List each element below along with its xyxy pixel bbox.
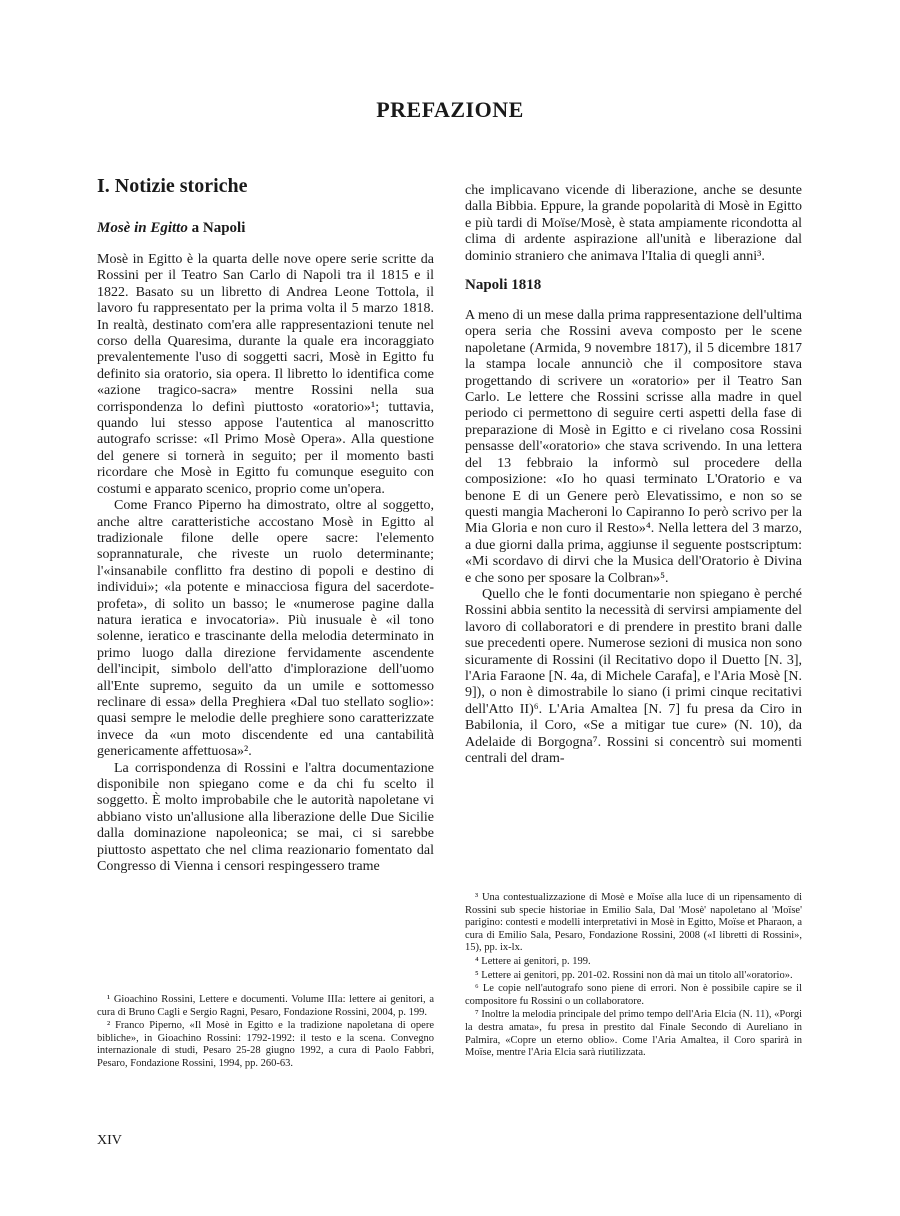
footnote: ⁶ Le copie nell'autografo sono piene di errori. Non è possibile capire se il compositore fu Rossini o un collaboratore. (465, 983, 802, 1007)
body-paragraph-continuation: che implicavano vicende di liberazione, anche se desunte dalla Bibbia. Eppure, la grande popolarità di Mosè in Egitto e più tardi di Moïse/Mosè, è stata ampiamente ricondotta al clima di ardente aspirazione all'unità e liberazione dal dominio straniero che animava l'Italia di quegli anni³. (465, 183, 802, 264)
subheading-rest-part: a Napoli (187, 220, 246, 236)
subheading-napoli-1818: Napoli 1818 (465, 277, 542, 294)
footnote: ¹ Gioachino Rossini, Lettere e documenti. Volume IIIa: lettere ai genitori, a cura di Bruno Cagli e Sergio Ragni, Pesaro, Fondazione Rossini, 2004, p. 199. (97, 994, 434, 1018)
footnote: ⁷ Inoltre la melodia principale del primo tempo dell'Aria Elcia (N. 11), «Porgi la destra amata», fu presa in prestito dal Finale Secondo di Aureliano in Palmira, «Copre un eterno oblio». Come l'Aria Amaltea, il Coro sparirà in Moïse, mentre l'Aria Elcia sarà riutilizzata. (465, 1009, 802, 1059)
body-paragraph: La corrispondenza di Rossini e l'altra documentazione disponibile non spiegano come e da chi fu scelto il soggetto. È molto improbabile che le autorità napoletane vi abbiano visto un'allusione alla liberazione delle Due Sicilie dalla dominazione napoleonica; se mai, ci si sarebbe piuttosto aspettato che nel clima reazionario fomentato dal Congresso di Vienna i censori respingessero trame (97, 760, 434, 875)
body-paragraph: Mosè in Egitto è la quarta delle nove opere serie scritte da Rossini per il Teatro San Carlo di Napoli tra il 1815 e il 1822. Basato su un libretto di Andrea Leone Tottola, il lavoro fu rappresentato per la prima volta il 5 marzo 1818. In realtà, destinato com'era alle rappresentazioni tenute nel corso della Quaresima, durante la quale era incoraggiato prevalentemente l'uso di soggetti sacri, Mosè in Egitto fu definito sia oratorio, sia opera. Il libretto lo identifica come «azione tragico-sacra» mentre Rossini nella sua corrispondenza lo definì piuttosto «oratorio»¹; tuttavia, quando lui stesso appose l'autentica al manoscritto autografo scrisse: «Il Primo Mosè Opera». Alla questione del genere si tornerà in seguito; per il momento basti ricordare che Mosè in Egitto fu comunque eseguito con costumi e apparato scenico, proprio come un'opera. (97, 252, 434, 497)
body-paragraph: Quello che le fonti documentarie non spiegano è perché Rossini abbia sentito la necessità di servirsi ampiamente del lavoro di collaboratori e di prendere in prestito brani dalle sue precedenti opere. Numerose sezioni di musica non sono sicuramente di Rossini (il Recitativo dopo il Duetto [N. 3], l'Aria Faraone [N. 4a, di Michele Carafa], e l'Aria Mosè [N. 9]), o non è dimostrabile lo siano (i primi cinque recitativi dell'Atto II)⁶. L'Aria Amaltea [N. 7] fu presa da Ciro in Babilonia, il Coro, «Se a mitigar tue cure» (N. 10), da Adelaide di Borgogna⁷. Rossini si concentrò sui momenti centrali del dram- (465, 586, 802, 766)
section-heading: I. Notizie storiche (97, 175, 248, 197)
footnote: ² Franco Piperno, «Il Mosè in Egitto e la tradizione napoletana di opere bibliche», in Gioachino Rossini: 1792-1992: il testo e la scena. Convegno internazionale di studi, Pesaro 25-28 giugno 1992, a cura di Paolo Fabbri, Pesaro, Fondazione Rossini, 1994, pp. 260-63. (97, 1020, 434, 1069)
footnote: ⁵ Lettere ai genitori, pp. 201-02. Rossini non dà mai un titolo all'«oratorio». (475, 969, 793, 981)
right-column (465, 183, 802, 767)
footnote: ⁴ Lettere ai genitori, p. 199. (475, 955, 591, 967)
footnotes-right (465, 892, 802, 1061)
subheading-italic-part: Mosè in Egitto (97, 220, 188, 236)
footnotes-left (97, 994, 434, 1072)
page-title: PREFAZIONE (376, 97, 524, 122)
left-column (97, 175, 434, 875)
body-paragraph: A meno di un mese dalla prima rappresentazione dell'ultima opera seria che Rossini aveva composto per le scene napoletane (Armida, 9 novembre 1817), il 5 dicembre 1817 la stampa locale annunciò che il compositore stava progettando di scrivere un «oratorio» per il Teatro San Carlo. Le lettere che Rossini scrisse alla madre in quel periodo ci permettono di seguire certi aspetti della fase di preparazione di Mosè in Egitto e ci rivelano cosa Rossini pensasse dell'«oratorio» che stava scrivendo. In una lettera del 13 febbraio la informò sul procedere della composizione: «Io ho quasi terminato L'Oratorio e va benone E di un Genere però Elevatissimo, e non so se questi mangia Macheroni lo Capiranno Io però scrivo per la Mia Gloria e non curo il Resto»⁴. Nella lettera del 3 marzo, a due giorni dalla prima, aggiunse il seguente postscriptum: «Mi scordavo di dirvi che la Musica dell'Oratorio è Divina e che sono per sposare la Colbran»⁵. (465, 308, 802, 586)
footnote: ³ Una contestualizzazione di Mosè e Moïse alla luce di un ripensamento di Rossini sub specie historiae in Emilio Sala, Dal 'Mosè' napoletano al 'Moïse' parigino: contesti e modelli interpretativi in Mosè in Egitto, Moïse et Pharaon, a cura di Emilio Sala, Pesaro, Fondazione Rossini, 2008 («I libretti di Rossini», 15), pp. ix-lx. (465, 892, 802, 954)
body-paragraph: Come Franco Piperno ha dimostrato, oltre al soggetto, anche altre caratteristiche accostano Mosè in Egitto al tradizionale filone delle opere sacre: l'elemento soprannaturale, che riveste un ruolo determinante; l'«insanabile conflitto fra destino di popoli e destino di individui»; «la potente e minacciosa figura del sacerdote-profeta», di solito un basso; le «numerose pagine dalla natura ieratica e invocatoria». Più inusuale è «il tono solenne, ieratico e trascinante della melodia determinato in primo luogo dalla direzione fervidamente ascendente dell'incipit, simbolo dell'atto d'implorazione dell'uomo all'Ente supremo, seguito da un umile e sottomesso reclinare di essa» della Preghiera «Dal tuo stellato soglio»: quasi sempre le melodie delle preghiere sono caratterizzate invece da «un moto discendente ed una cantabilità genericamente affettuosa»². (97, 498, 434, 760)
subheading-mose-napoli (97, 220, 434, 237)
page-number: XIV (97, 1133, 122, 1148)
